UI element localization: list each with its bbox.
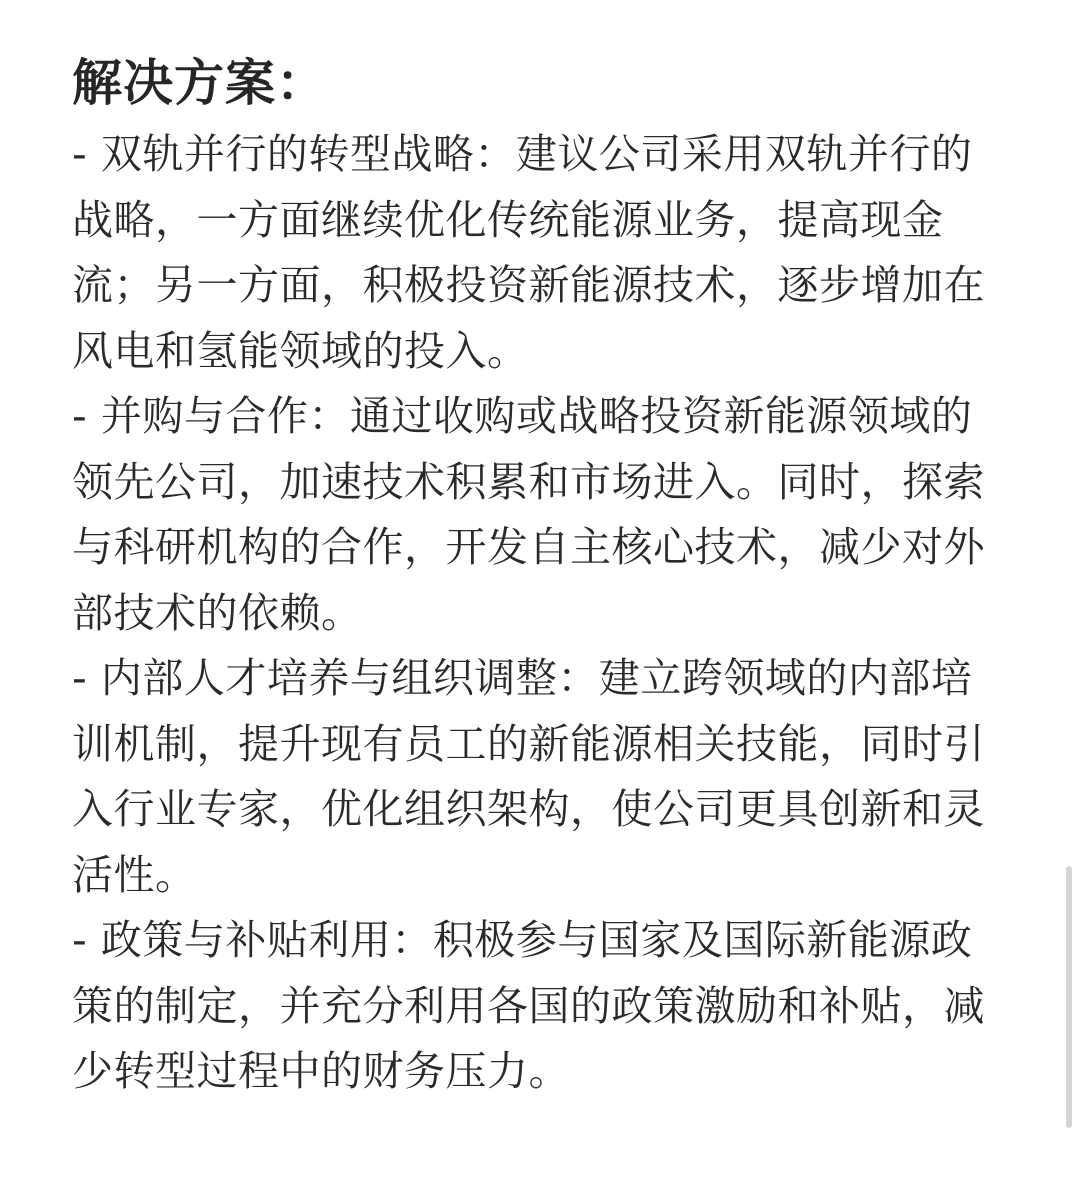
vertical-scrollbar[interactable] — [1066, 866, 1072, 1128]
section-heading: 解决方案： — [72, 54, 327, 112]
solution-item-talent: - 内部人才培养与组织调整：建立跨领域的内部培训机制，提升现有员工的新能源相关技能，同时引入行业专家，优化组织架构，使公司更具创新和灵活性。 — [72, 654, 985, 899]
document-content — [72, 48, 987, 1105]
solution-item-merger: - 并购与合作：通过收购或战略投资新能源领域的领先公司，加速技术积累和市场进入。同时，探索与科研机构的合作，开发自主核心技术，减少对外部技术的依赖。 — [72, 392, 985, 637]
solution-item-policy: - 政策与补贴利用：积极参与国家及国际新能源政策的制定，并充分利用各国的政策激励和补贴，减少转型过程中的财务压力。 — [72, 916, 985, 1095]
solution-item-dual-track: - 双轨并行的转型战略：建议公司采用双轨并行的战略，一方面继续优化传统能源业务，提高现金流；另一方面，积极投资新能源技术，逐步增加在风电和氢能领域的投入。 — [72, 130, 985, 375]
